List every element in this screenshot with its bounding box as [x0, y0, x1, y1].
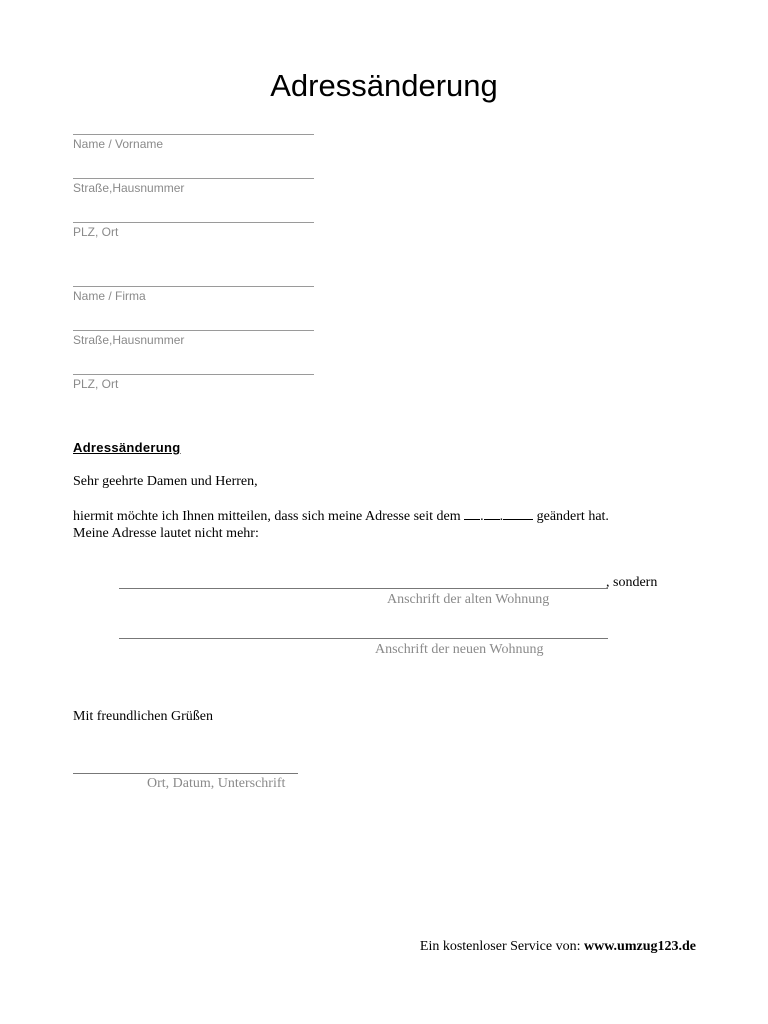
new-address-caption: Anschrift der neuen Wohnung — [375, 642, 544, 657]
body-line-1-text: hiermit möchte ich Ihnen mitteilen, dass sich meine Adresse seit dem — [73, 509, 461, 524]
letter-body — [73, 507, 713, 542]
new-address-line[interactable] — [119, 638, 608, 639]
sender-street-label: Straße,Hausnummer — [73, 181, 185, 195]
date-day-blank[interactable] — [464, 507, 480, 520]
recipient-street-field[interactable] — [73, 330, 314, 348]
signature-line[interactable] — [73, 773, 298, 774]
date-month-blank[interactable] — [484, 507, 500, 520]
recipient-city-line — [73, 374, 314, 375]
footer-prefix: Ein kostenloser Service von: — [419, 939, 581, 954]
recipient-city-label: PLZ, Ort — [73, 377, 119, 391]
old-address-caption: Anschrift der alten Wohnung — [387, 592, 550, 607]
sender-city-line — [73, 222, 314, 223]
sender-name-field[interactable] — [73, 134, 314, 152]
body-line-1-end: geändert hat. — [536, 509, 609, 524]
sender-name-label: Name / Vorname — [73, 137, 164, 151]
body-line-2: Meine Adresse lautet nicht mehr: — [73, 526, 259, 541]
sender-city-field[interactable] — [73, 222, 314, 240]
letter-closing: Mit freundlichen Grüßen — [73, 709, 213, 724]
letter-salutation: Sehr geehrte Damen und Herren, — [73, 474, 258, 489]
body-line-1 — [73, 507, 713, 525]
recipient-name-label: Name / Firma — [73, 289, 146, 303]
recipient-street-label: Straße,Hausnummer — [73, 333, 185, 347]
recipient-street-line — [73, 330, 314, 331]
sender-street-field[interactable] — [73, 178, 314, 196]
date-year-blank[interactable] — [503, 507, 533, 520]
date-separator-1: . — [480, 509, 484, 524]
recipient-city-field[interactable] — [73, 374, 314, 392]
document-title: Adressänderung — [270, 68, 498, 103]
recipient-name-line — [73, 286, 314, 287]
footer-site-link[interactable]: www.umzug123.de — [583, 939, 696, 954]
sender-city-label: PLZ, Ort — [73, 225, 119, 239]
old-address-line[interactable] — [119, 588, 608, 589]
sender-street-line — [73, 178, 314, 179]
letter-subject: Adressänderung — [73, 440, 181, 455]
footer-credit — [420, 938, 696, 955]
old-address-suffix: , sondern — [606, 575, 658, 590]
signature-caption: Ort, Datum, Unterschrift — [147, 776, 286, 791]
date-separator-2: . — [499, 509, 504, 524]
sender-name-line — [73, 134, 314, 135]
recipient-name-field[interactable] — [73, 286, 314, 304]
